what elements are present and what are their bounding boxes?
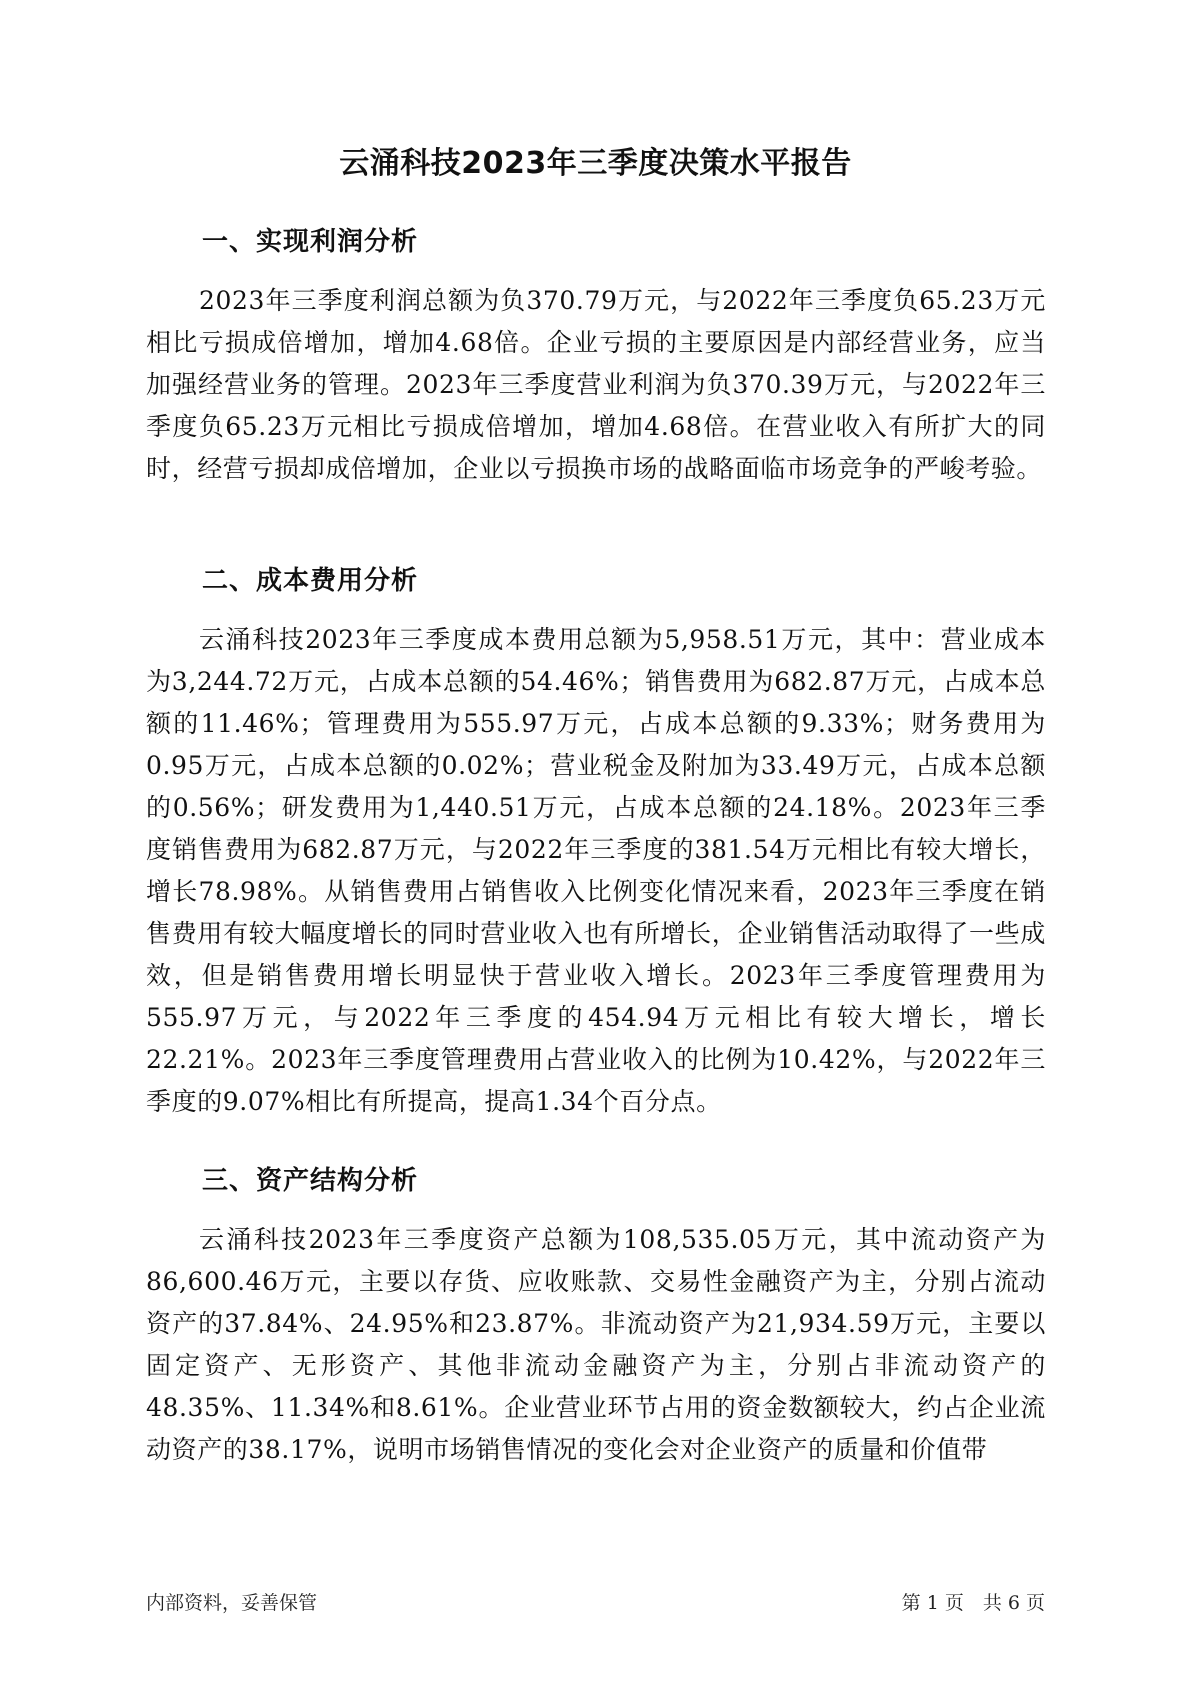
footer-page-number: 第 1 页 共 6 页: [901, 1592, 1045, 1614]
section-heading-cost: 二、成本费用分析: [202, 566, 419, 596]
section-paragraph-profit: 2023年三季度利润总额为负370.79万元，与2022年三季度负65.23万元相比亏损成倍增加，增加4.68倍。企业亏损的主要原因是内部经营业务，应当加强经营业务的管理。2023年三季度营业利润为负370.39万元，与2022年三季度负65.23万元相比亏损成倍增加，增加4.68倍。在营业收入有所扩大的同时，经营亏损却成倍增加，企业以亏损换市场的战略面临市场竞争的严峻考验。: [146, 286, 1046, 483]
document-title: 云涌科技2023年三季度决策水平报告: [339, 146, 852, 181]
section-heading-assets: 三、资产结构分析: [202, 1166, 419, 1196]
section-paragraph-cost: 云涌科技2023年三季度成本费用总额为5,958.51万元，其中：营业成本为3,244.72万元，占成本总额的54.46%；销售费用为682.87万元，占成本总额的11.46%；管理费用为555.97万元，占成本总额的9.33%；财务费用为0.95万元，占成本总额的0.02%；营业税金及附加为33.49万元，占成本总额的0.56%；研发费用为1,440.51万元，占成本总额的24.18%。2023年三季度销售费用为682.87万元，与2022年三季度的381.54万元相比有较大增长，增长78.98%。从销售费用占销售收入比例变化情况来看，2023年三季度在销售费用有较大幅度增长的同时营业收入也有所增长，企业销售活动取得了一些成效，但是销售费用增长明显快于营业收入增长。2023年三季度管理费用为555.97万元，与2022年三季度的454.94万元相比有较大增长，增长22.21%。2023年三季度管理费用占营业收入的比例为10.42%，与2022年三季度的9.07%相比有所提高，提高1.34个百分点。: [146, 625, 1046, 1116]
footer-confidential-note: 内部资料，妥善保管: [146, 1592, 318, 1614]
section-paragraph-assets: 云涌科技2023年三季度资产总额为108,535.05万元，其中流动资产为86,600.46万元，主要以存货、应收账款、交易性金融资产为主，分别占流动资产的37.84%、24.95%和23.87%。非流动资产为21,934.59万元，主要以固定资产、无形资产、其他非流动金融资产为主，分别占非流动资产的48.35%、11.34%和8.61%。企业营业环节占用的资金数额较大，约占企业流动资产的38.17%，说明市场销售情况的变化会对企业资产的质量和价值带: [146, 1225, 1046, 1464]
section-heading-profit: 一、实现利润分析: [202, 227, 419, 257]
